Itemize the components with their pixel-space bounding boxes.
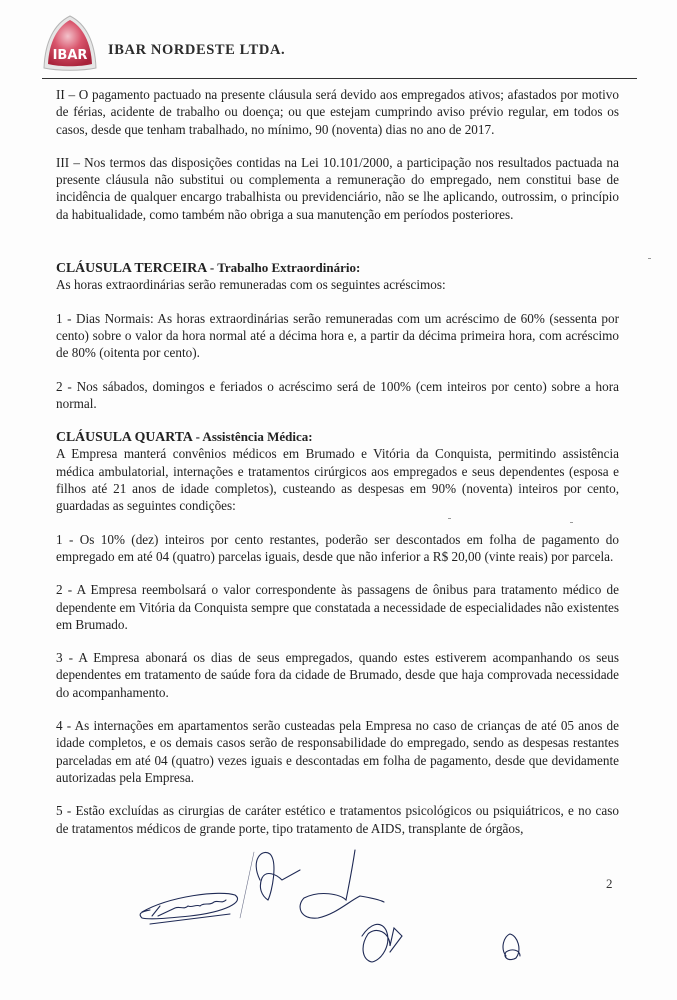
scan-speck <box>570 522 573 523</box>
letterhead <box>40 14 640 74</box>
clause-item: 1 - Dias Normais: As horas extraordinárias serão remuneradas com um acréscimo de 60% (sessenta por cento) sobre o valor da hora normal até a décima hora e, a partir da décima primeira hora, com acréscimo de 80% (oitenta por cento). <box>56 310 619 361</box>
clause-subtitle: - Trabalho Extraordinário: <box>209 260 361 276</box>
clause-item: 2 - Nos sábados, domingos e feriados o acréscimo será de 100% (cem inteiros por cento) sobre a hora normal. <box>56 378 619 411</box>
signature-4 <box>362 924 402 962</box>
clause-item: 4 - As internações em apartamentos serão custeadas pela Empresa no caso de crianças de até 05 anos de idade completos, e os demais casos serão de responsabilidade do empregado, sendo as despesas restantes parceladas em até 04 (quatro) vezes iguais e descontadas em folha de pagamento, desde que devidamente autorizadas pela Empresa. <box>56 718 619 785</box>
clausula-terceira <box>56 259 619 412</box>
paragraph-iii: III – Nos termos das disposições contidas na Lei 10.101/2000, a participação nos resultados pactuada na presente cláusula não substitui ou complementa a remuneração do empregado, nem constitui base de incidência de qualquer encargo trabalhista ou previdenciário, não se lhe aplicando, outrossim, o princípio da habitualidade, como também não obriga a sua manutenção em períodos posteriores. <box>56 154 619 222</box>
paragraph-ii: II – O pagamento pactuado na presente cláusula será devido aos empregados ativos; afastados por motivo de férias, acidente de trabalho ou doença; ou que estejam cumprindo aviso prévio regular, em todos os casos, desde que tenham trabalhado, no mínimo, 90 (noventa) dias no ano de 2017. <box>56 87 619 137</box>
clause-item: 3 - A Empresa abonará os dias de seus empregados, quando estes estiverem acompanhando os seus dependentes em tratamento de saúde fora da cidade de Brumado, desde que haja comprovada necessidade do acompanhamento. <box>56 650 619 700</box>
company-name: IBAR NORDESTE LTDA. <box>108 42 286 58</box>
clausula-quarta <box>56 428 619 837</box>
clause-intro: A Empresa manterá convênios médicos em Brumado e Vitória da Conquista, permitindo assistência médica ambulatorial, internações e tratamentos cirúrgicos aos empregados e seus dependentes (esposa e filhos até 21 anos de idade completos), custeando as despesas em 90% (noventa) inteiros por cento, guardadas as seguintes condições: <box>56 446 619 514</box>
signatures <box>0 840 677 1000</box>
clause-title: CLÁUSULA QUARTA <box>56 429 193 445</box>
scan-speck <box>448 518 451 519</box>
page-number: 2 <box>606 876 613 891</box>
ibar-shield-icon <box>42 14 98 72</box>
clause-item: 2 - A Empresa reembolsará o valor correspondente às passagens de ônibus para tratamento médico de dependente em Vitória da Conquista sempre que constatada a necessidade de especialidades não existentes em Brumado. <box>56 582 619 632</box>
signature-1 <box>140 893 238 924</box>
signature-3 <box>300 850 384 918</box>
clause-intro: As horas extraordinárias serão remuneradas com os seguintes acréscimos: <box>56 277 446 293</box>
clause-subtitle: - Assistência Médica: <box>195 429 313 445</box>
clause-item: 1 - Os 10% (dez) inteiros por cento restantes, poderão ser descontados em folha de pagamento do empregado em até 04 (quatro) parcelas iguais, desde que não inferior a R$ 20,00 (vinte reais) por parcela. <box>56 531 619 564</box>
signature-5 <box>503 934 520 960</box>
logo-text: IBAR <box>52 48 88 63</box>
clause-heading <box>56 428 619 445</box>
clause-title: CLÁUSULA TERCEIRA <box>56 260 207 276</box>
scan-speck <box>648 258 651 259</box>
signature-2 <box>240 852 300 918</box>
clause-item: 5 - Estão excluídas as cirurgias de caráter estético e tratamentos psicológicos ou psiquiátricos, e no caso de tratamentos médicos de grande porte, tipo tratamento de AIDS, transplante de órgãos, <box>56 803 619 836</box>
clause-heading <box>56 259 619 276</box>
header-divider <box>42 78 637 79</box>
document-body <box>56 86 619 853</box>
ibar-logo <box>42 14 98 72</box>
